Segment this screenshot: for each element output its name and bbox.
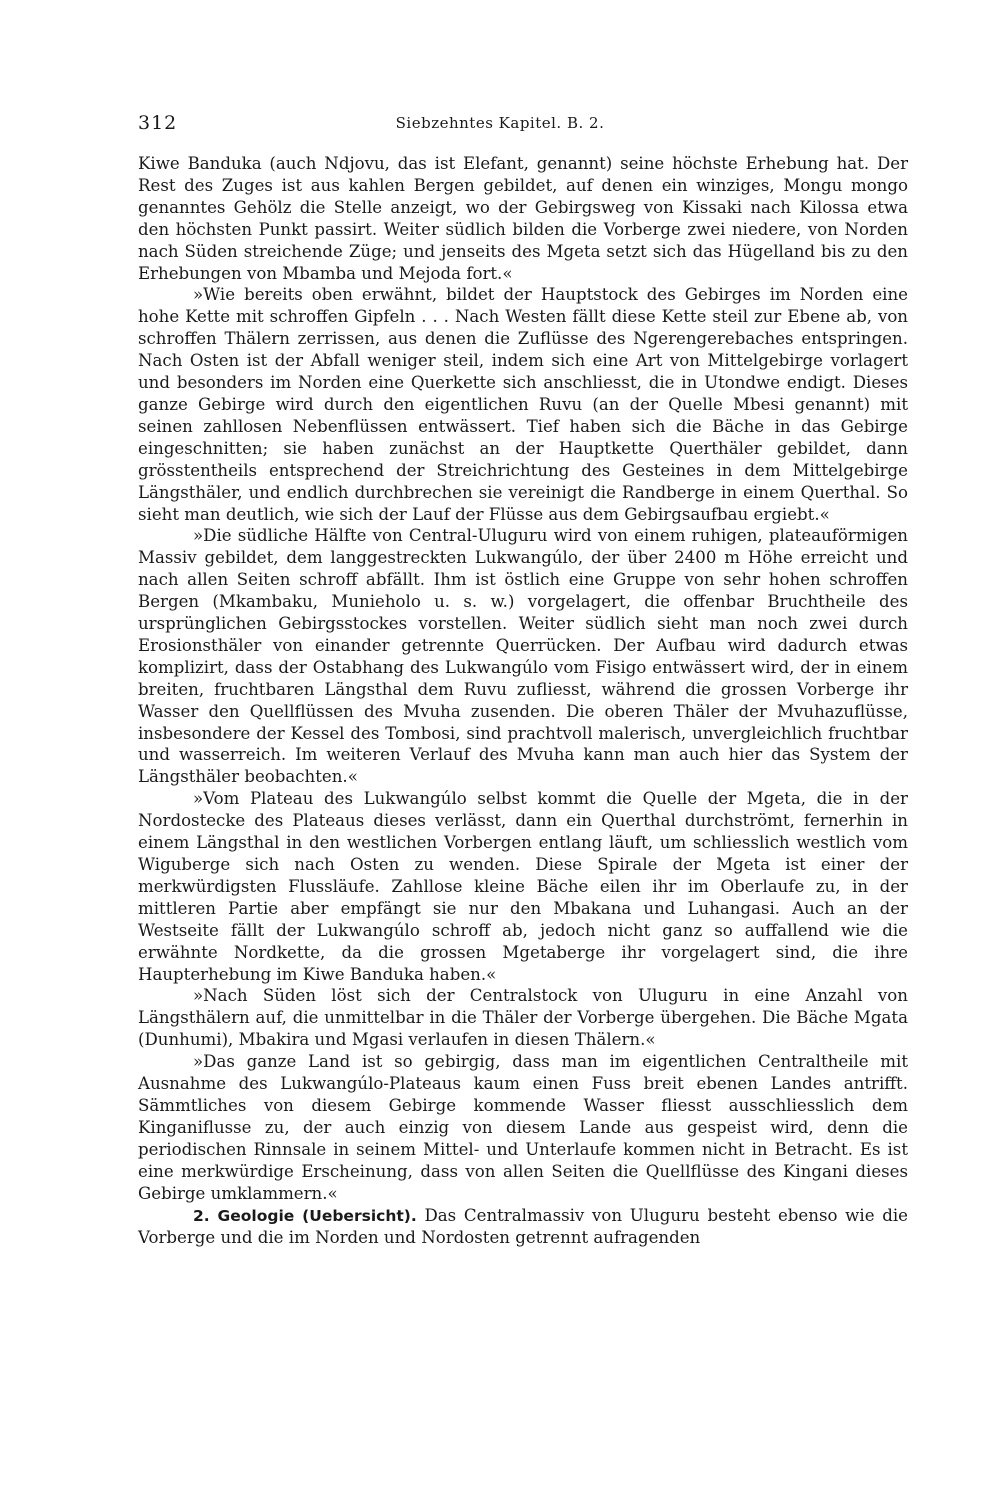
paragraph: »Wie bereits oben erwähnt, bildet der Hauptstock des Gebirges im Norden eine hohe Kette mit schroffen Gipfeln . . . Nach Westen fällt diese Kette steil zur Ebene ab, von schroffen Thälern zerrissen, aus denen die Zuflüsse des Ngerengerebaches entspringen. Nach Osten ist der Abfall weniger steil, indem sich eine Art von Mittelgebirge vorlagert und besonders im Norden eine Querkette sich anschliesst, die in Utondwe endigt. Dieses ganze Gebirge wird durch den eigentlichen Ruvu (an der Quelle Mbesi genannt) mit seinen zahllosen Nebenflüssen entwässert. Tief haben sich die Bäche in das Gebirge eingeschnitten; sie haben zunächst an der Hauptkette Querthäler gebildet, dann grösstentheils entsprechend der Streichrichtung des Gesteines in dem Mittelgebirge Längsthäler, und endlich durchbrechen sie vereinigt die Randberge in einem Querthal. So sieht man deutlich, wie sich der Lauf der Flüsse aus dem Gebirgsaufbau ergiebt.« (138, 285, 908, 524)
paragraph: »Das ganze Land ist so gebirgig, dass man im eigentlichen Centraltheile mit Ausnahme des Lukwangúlo-Plateaus kaum einen Fuss breit ebenen Landes antrifft. Sämmtliches von diesem Gebirge kommende Wasser fliesst ausschliesslich dem Kinganiflusse zu, der auch einzig von diesem Lande aus gespeist wird, denn die periodischen Rinnsale in seinem Mittel- und Unterlaufe kommen nicht in Betracht. Es ist eine merkwürdige Erscheinung, dass von allen Seiten die Quellflüsse des Kingani dieses Gebirge umklammern.« (138, 1052, 908, 1203)
section-text: Das Centralmassiv von Uluguru besteht ebenso wie die Vorberge und die im Norden und Nordosten getrennt aufragenden (138, 1205, 908, 1248)
paragraph: »Nach Süden löst sich der Centralstock von Uluguru in eine Anzahl von Längsthälern auf, die unmittelbar in die Thäler der Vorberge übergehen. Die Bäche Mgata (Dunhumi), Mbakira und Mgasi verlaufen in diesen Thälern.« (138, 986, 908, 1050)
page-number: 312 (138, 112, 178, 134)
section-paragraph (138, 1205, 908, 1250)
chapter-header: Siebzehntes Kapitel. B. 2. (395, 114, 605, 132)
running-head (0, 112, 1000, 136)
paragraph-continued: Kiwe Banduka (auch Ndjovu, das ist Elefant, genannt) seine höchste Erhebung hat. Der Rest des Zuges ist aus kahlen Bergen gebildet, auf denen ein winziges, Mongu mongo genanntes Gehölz die Stelle anzeigt, wo der Gebirgsweg von Kissaki nach Kilossa etwa den höchsten Punkt passirt. Weiter südlich bilden die Vorberge zwei niedere, von Norden nach Süden streichende Züge; und jenseits des Mgeta setzt sich das Hügelland bis zu den Erhebungen von Mbamba und Mejoda fort.« (138, 154, 908, 283)
section-heading: 2. Geologie (Uebersicht). (193, 1206, 417, 1225)
paragraph: »Die südliche Hälfte von Central-Uluguru wird von einem ruhigen, plateauförmigen Massiv gebildet, dem langgestreckten Lukwangúlo, der über 2400 m Höhe erreicht und nach allen Seiten schroff abfällt. Ihm ist östlich eine Gruppe von sehr hohen schroffen Bergen (Mkambaku, Munieholo u. s. w.) vorgelagert, die offenbar Bruchtheile des ursprünglichen Gebirgsstockes vorstellen. Weiter südlich sieht man noch zwei durch Erosionsthäler von einander getrennte Querrücken. Der Aufbau wird dadurch etwas komplizirt, dass der Ostabhang des Lukwangúlo vom Fisigo entwässert wird, der in einem breiten, fruchtbaren Längsthal dem Ruvu zufliesst, während die grossen Vorberge ihr Wasser den Quellflüssen des Mvuha zusenden. Die oberen Thäler der Mvuhazuflüsse, insbesondere der Kessel des Tombosi, sind prachtvoll malerisch, unvergleichlich fruchtbar und wasserreich. Im weiteren Verlauf des Mvuha kann man auch hier das System der Längsthäler beobachten.« (138, 526, 908, 787)
paragraph: »Vom Plateau des Lukwangúlo selbst kommt die Quelle der Mgeta, die in der Nordostecke des Plateaus dieses verlässt, dann ein Querthal durchströmt, fernerhin in einem Längsthal in den westlichen Vorbergen entlang läuft, um schliesslich westlich vom Wiguberge sich nach Osten zu wenden. Diese Spirale der Mgeta ist einer der merkwürdigsten Flussläufe. Zahllose kleine Bäche eilen ihr im Oberlaufe zu, in der mittleren Partie aber empfängt sie nur den Mbakana und Luhangasi. Auch an der Westseite fällt der Lukwangúlo schroff ab, jedoch nicht ganz so auffallend wie die erwähnte Nordkette, da die grossen Mgetaberge ihr vorgelagert sind, die ihre Haupterhebung im Kiwe Banduka haben.« (138, 789, 908, 984)
body-text (138, 153, 908, 1249)
